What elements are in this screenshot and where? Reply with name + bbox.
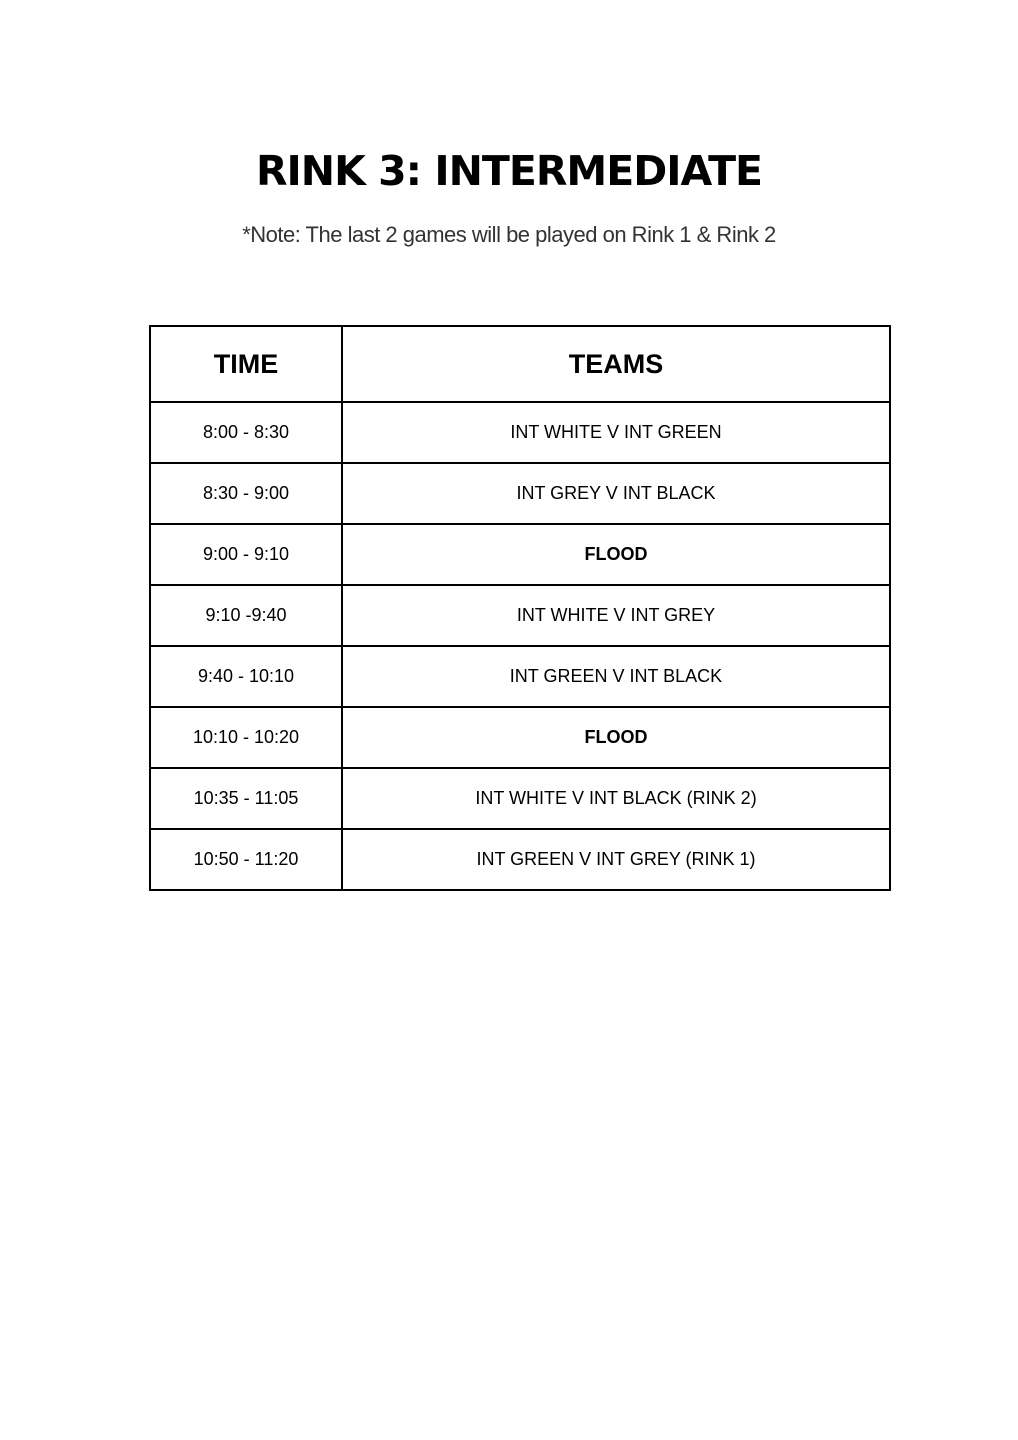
table-row: [150, 646, 890, 707]
table-row: [150, 768, 890, 829]
table-row: [150, 402, 890, 463]
table-row: [150, 829, 890, 890]
teams-cell: INT WHITE V INT GREY: [342, 585, 890, 646]
teams-cell: INT GREEN V INT BLACK: [342, 646, 890, 707]
teams-cell: INT WHITE V INT BLACK (RINK 2): [342, 768, 890, 829]
teams-cell: INT GREY V INT BLACK: [342, 463, 890, 524]
table-row: [150, 585, 890, 646]
flood-cell: FLOOD: [342, 707, 890, 768]
time-cell: 10:50 - 11:20: [150, 829, 342, 890]
schedule-note: *Note: The last 2 games will be played on Rink 1 & Rink 2: [242, 222, 776, 247]
teams-cell: INT WHITE V INT GREEN: [342, 402, 890, 463]
header-row: [150, 326, 890, 402]
teams-column-header: TEAMS: [342, 326, 890, 402]
time-cell: 9:00 - 9:10: [150, 524, 342, 585]
page-title: RINK 3: INTERMEDIATE: [255, 147, 763, 195]
time-cell: 9:10 -9:40: [150, 585, 342, 646]
time-cell: 10:35 - 11:05: [150, 768, 342, 829]
teams-cell: INT GREEN V INT GREY (RINK 1): [342, 829, 890, 890]
time-cell: 9:40 - 10:10: [150, 646, 342, 707]
table-row: [150, 707, 890, 768]
time-column-header: TIME: [150, 326, 342, 402]
schedule-table: [149, 325, 891, 891]
table-row: [150, 524, 890, 585]
time-cell: 8:00 - 8:30: [150, 402, 342, 463]
time-cell: 8:30 - 9:00: [150, 463, 342, 524]
flood-cell: FLOOD: [342, 524, 890, 585]
time-cell: 10:10 - 10:20: [150, 707, 342, 768]
table-row: [150, 463, 890, 524]
